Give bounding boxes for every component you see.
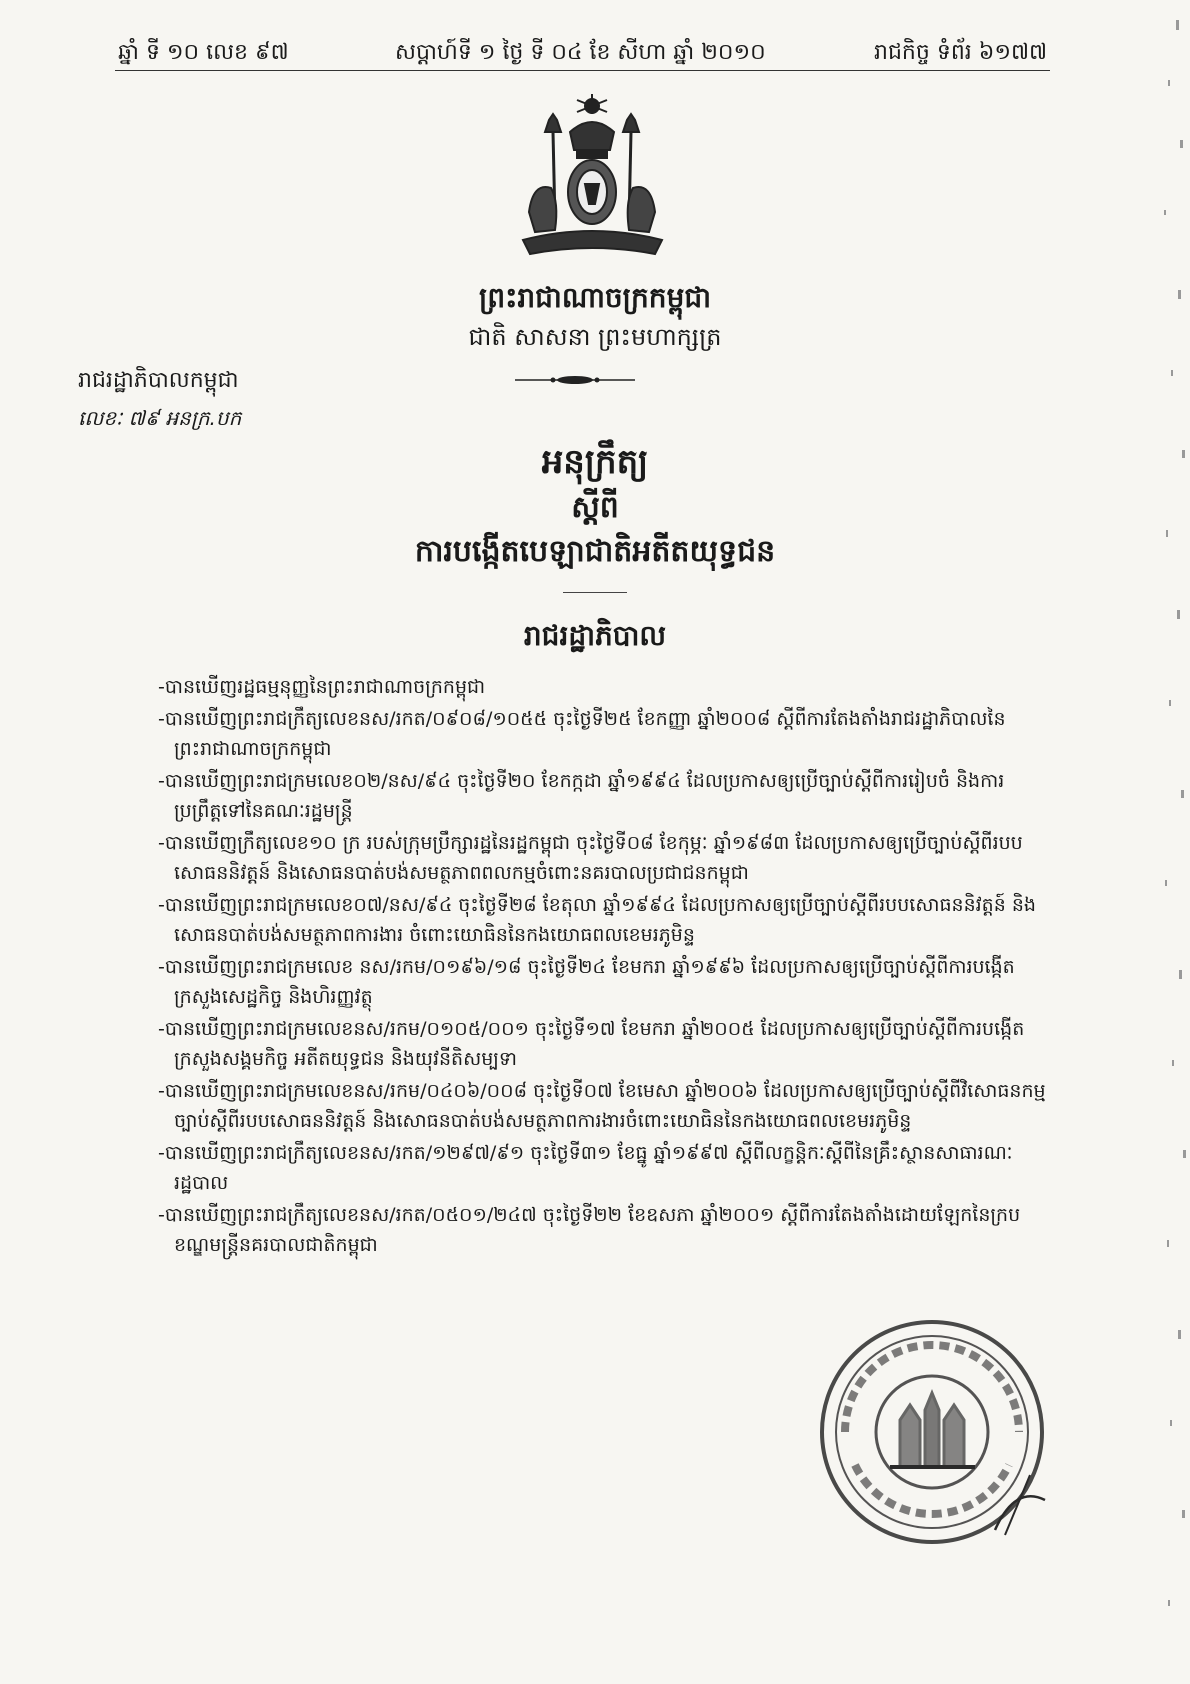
official-seal-stamp-icon xyxy=(815,1315,1050,1550)
document-number: លេខៈ ៧៩ អនក្រ.បក xyxy=(78,406,242,430)
preamble-item: -បានឃើញព្រះរាជក្រឹត្យលេខនស/រកត/១២៩៧/៩១ ចុះថ្ងៃទី៣១ ខែធ្នូ ឆ្នាំ១៩៩៧ ស្តីពីលក្ខន្តិកៈស្តីពីនៃគ្រឹះស្ថានសាធារណៈរដ្ឋបាល xyxy=(158,1142,1013,1194)
preamble-item: -បានឃើញព្រះរាជក្រឹត្យលេខនស/រកត/០៥០១/២៤៧ ចុះថ្ងៃទី២២ ខែឧសភា ឆ្នាំ២០០១ ស្តីពីការតែងតាំងដោយឡែកនៃក្របខណ្ឌមន្ត្រីនគរបាលជាតិកម្ពុជា xyxy=(158,1204,1021,1256)
scan-edge-noise xyxy=(1138,0,1190,1684)
kingdom-title: ព្រះរាជាណាចក្រកម្ពុជា xyxy=(478,281,711,314)
header-divider xyxy=(115,70,1050,71)
preamble-item: -បានឃើញព្រះរាជក្រមលេខនស/រកម/០៤០៦/០០៨ ចុះថ្ងៃទី០៧ ខែមេសា ឆ្នាំ២០០៦ ដែលប្រកាសឲ្យប្រើច្បាប់ស្តីពីវិសោធនកម្មច្បាប់ស្តីពីរបបសោធននិវត្តន៍ និងសោធនបាត់បង់សមត្ថភាពការងារចំពោះយោធិននៃកងយោធពលខេមរភូមិន្ទ xyxy=(158,1080,1046,1132)
preamble-item: -បានឃើញព្រះរាជក្រមលេខ០៧/នស/៩៤ ចុះថ្ងៃទី២៨ ខែតុលា ឆ្នាំ១៩៩៤ ដែលប្រកាសឲ្យប្រើច្បាប់ស្តីពីរបបសោធននិវត្តន៍ និងសោធនបាត់បង់សមត្ថភាពការងារ ចំពោះយោធិននៃកងយោធពលខេមរភូមិន្ទ xyxy=(158,894,1036,946)
royal-arms-emblem-icon xyxy=(515,92,670,260)
gazette-year-issue: ឆ្នាំ ទី ១០ លេខ ៩៧ xyxy=(118,40,289,65)
preamble-item: -បានឃើញព្រះរាជក្រមលេខ០២/នស/៩៤ ចុះថ្ងៃទី២០ ខែកក្កដា ឆ្នាំ១៩៩៤ ដែលប្រកាសឲ្យប្រើច្បាប់ស្តីពីការរៀបចំ និងការប្រព្រឹត្តទៅនៃគណៈរដ្ឋមន្ត្រី xyxy=(158,770,1005,822)
gazette-header xyxy=(0,0,1190,65)
gazette-page-number: រាជកិច្ច ទំព័រ ៦១៧៧ xyxy=(874,40,1048,65)
preamble-item: -បានឃើញព្រះរាជក្រឹត្យលេខនស/រកត/០៩០៨/១០៥៥ ចុះថ្ងៃទី២៥ ខែកញ្ញា ឆ្នាំ២០០៨ ស្តីពីការតែងតាំងរាជរដ្ឋាភិបាលនៃព្រះរាជាណាចក្រកម្ពុជា xyxy=(158,708,1006,760)
preamble-item: -បានឃើញរដ្ឋធម្មនុញ្ញនៃព្រះរាជាណាចក្រកម្ពុជា xyxy=(158,676,486,698)
government-heading: រាជរដ្ឋាភិបាល xyxy=(523,619,667,652)
document-subject: ការបង្កើតបេឡាជាតិអតីតយុទ្ធជន xyxy=(414,534,776,569)
document-type-title: អនុក្រឹត្យ xyxy=(541,442,649,482)
subject-divider xyxy=(563,592,627,593)
preamble-list xyxy=(158,672,1050,1262)
preamble-item: -បានឃើញក្រឹត្យលេខ១០ ក្រ របស់ក្រុមប្រឹក្សារដ្ឋនៃរដ្ឋកម្ពុជា ចុះថ្ងៃទី០៨ ខែកុម្ភៈ ឆ្នាំ១៩៨៣ ដែលប្រកាសឲ្យប្រើច្បាប់ស្តីពីរបបសោធននិវត្តន៍ និងសោធនបាត់បង់សមត្ថភាពពលកម្មចំពោះនគរបាលប្រជាជនកម្ពុជា xyxy=(158,832,1023,884)
gazette-week-date: សប្តាហ៍ទី ១ ថ្ងៃ ទី ០៤ ខែ សីហា ឆ្នាំ ២០១០ xyxy=(395,40,766,65)
issuing-authority: រាជរដ្ឋាភិបាលកម្ពុជា xyxy=(78,368,239,393)
national-motto: ជាតិ សាសនា ព្រះមហាក្សត្រ xyxy=(468,323,722,351)
about-label: ស្តីពី xyxy=(571,490,619,525)
preamble-item: -បានឃើញព្រះរាជក្រមលេខនស/រកម/០១០៥/០០១ ចុះថ្ងៃទី១៧ ខែមករា ឆ្នាំ២០០៥ ដែលប្រកាសឲ្យប្រើច្បាប់ស្តីពីការបង្កើតក្រសួងសង្គមកិច្ច អតីតយុទ្ធជន និងយុវនីតិសម្បទា xyxy=(158,1018,1025,1070)
ornament-divider-icon xyxy=(515,373,635,387)
preamble-item: -បានឃើញព្រះរាជក្រមលេខ នស/រកម/០១៩៦/១៨ ចុះថ្ងៃទី២៤ ខែមករា ឆ្នាំ១៩៩៦ ដែលប្រកាសឲ្យប្រើច្បាប់ស្តីពីការបង្កើតក្រសួងសេដ្ឋកិច្ច និងហិរញ្ញវត្ថុ xyxy=(158,956,1015,1008)
